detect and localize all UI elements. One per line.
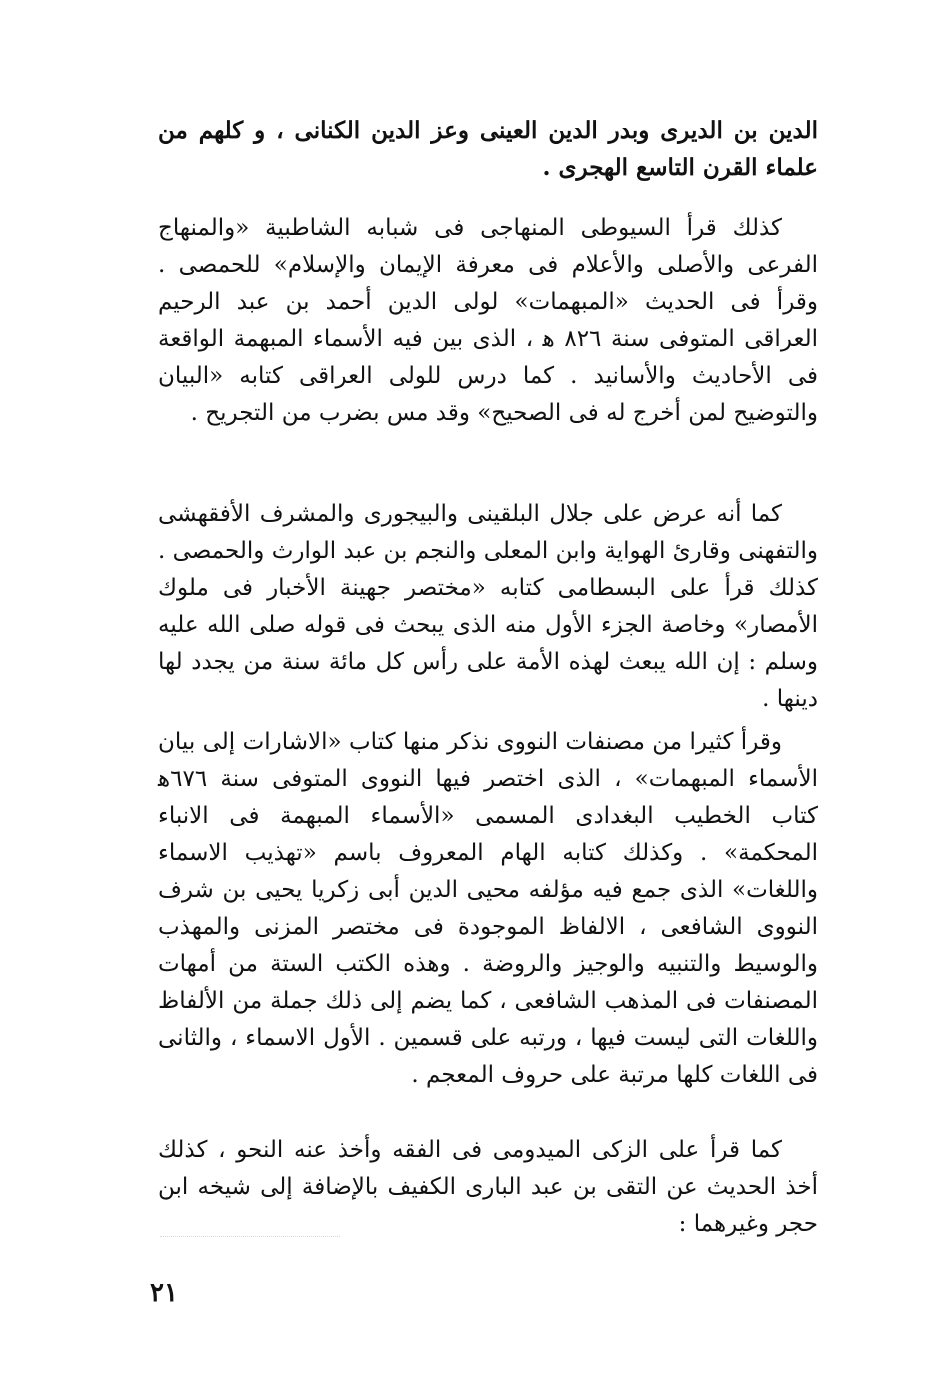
page-number: ٢١: [150, 1278, 178, 1308]
paragraph-4: وقرأ كثيرا من مصنفات النووى نذكر منها كتاب «الاشارات إلى بيان الأسماء المبهمات» ، الذى اختصر فيها النووى المتوفى سنة ٦٧٦ﻫ كتاب الخطيب البغدادى المسمى «الأسماء المبهمة فى الانباء المحكمة» . وكذلك كتابه الهام المعروف باسم «تهذيب الاسماء واللغات» الذى جمع فيه مؤلفه محيى الدين أبى زكريا يحيى بن شرف النووى الشافعى ، الالفاظ الموجودة فى مختصر المزنى والمهذب والوسيط والتنبيه والوجيز والروضة . وهذه الكتب الستة من أمهات المصنفات فى المذهب الشافعى ، كما يضم إلى ذلك جملة من الألفاظ واللغات التى ليست فيها ، ورتبه على قسمين . الأول الاسماء ، والثانى فى اللغات كلها مرتبة على حروف المعجم .: [158, 729, 818, 1088]
paragraph-3: كما أنه عرض على جلال البلقينى والبيجورى والمشرف الأفقهشى والتفهنى وقارئ الهواية وابن المعلى والنجم بن عبد الوارث والحمصى . كذلك قرأ على البسطامى كتابه «مختصر جهينة الأخبار فى ملوك الأمصار» وخاصة الجزء الأول منه الذى يبحث فى قوله صلى الله عليه وسلم : إن الله يبعث لهذه الأمة على رأس كل مائة سنة من يجدد لها دينها .: [158, 501, 818, 712]
document-page: [158, 112, 818, 1292]
paragraph-2: كذلك قرأ السيوطى المنهاجى فى شبابه الشاطبية «والمنهاج الفرعى والأصلى والأعلام فى معرفة الإيمان والإسلام» للحمصى . وقرأ فى الحديث «المبهمات» لولى الدين أحمد بن عبد الرحيم العراقى المتوفى سنة ٨٢٦ ﻫ ، الذى بين فيه الأسماء المبهمة الواقعة فى الأحاديث والأسانيد . كما درس للولى العراقى كتابه «البيان والتوضيح لمن أخرج له فى الصحيح» وقد مس بضرب من التجريح .: [158, 215, 818, 426]
faint-scan-mark: [160, 1236, 340, 1243]
paragraph-1: الدين بن الديرى وبدر الدين العينى وعز الدين الكنانى ، و كلهم من علماء القرن التاسع الهجرى .: [158, 117, 818, 181]
paragraph-5: كما قرأ على الزكى الميدومى فى الفقه وأخذ عنه النحو ، كذلك أخذ الحديث عن التقى بن عبد البارى الكفيف بالإضافة إلى شيخه ابن حجر وغيرهما :: [158, 1137, 818, 1237]
